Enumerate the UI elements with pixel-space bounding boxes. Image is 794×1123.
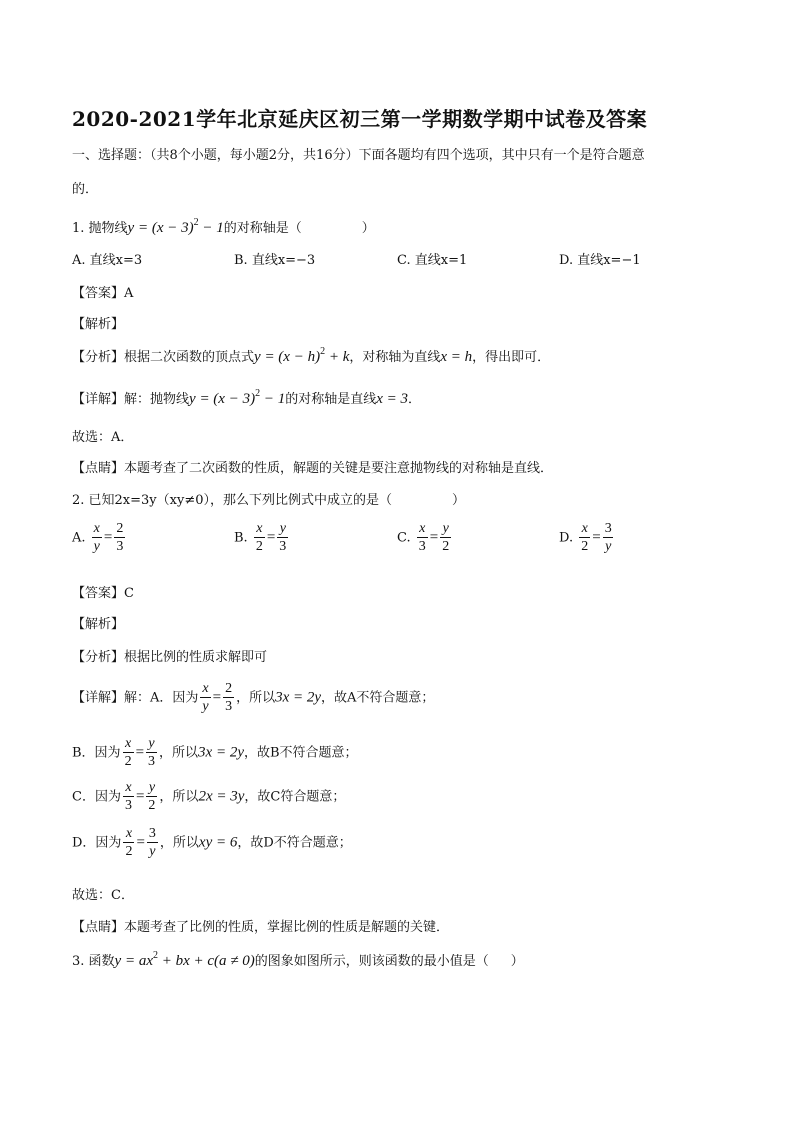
q2-fenxi: 【分析】根据比例的性质求解即可 xyxy=(72,650,268,665)
q2-detail-line-d: D．因为 $\frac{x}{2}$ = $\frac{3}{y}$ ，所以xy = 6，故D不符合题意； xyxy=(72,826,352,859)
q1-option-a: A. 直线x=3 xyxy=(72,253,143,268)
q2-detail-line-b: B．因为 $\frac{x}{2}$ = $\frac{y}{3}$ ，所以3x = 2y，故B不符合题意； xyxy=(72,736,358,769)
q2-choose: 故选：C． xyxy=(72,888,134,903)
q1-choose: 故选：A． xyxy=(72,430,134,445)
q2-answer: 【答案】C xyxy=(72,586,134,601)
q1-answer: 【答案】A xyxy=(72,286,134,301)
q2-detail-line-c: C．因为 $\frac{x}{3}$ = $\frac{y}{2}$ ，所以2x = 3y，故C符合题意； xyxy=(72,780,346,813)
q1-fenxi: 【分析】根据二次函数的顶点式$y = (x - h)^2 + k$，对称轴为直线x = h，得出即可． xyxy=(72,346,551,365)
question-2-stem: 2. 已知2x=3y（xy≠0），那么下列比例式中成立的是（ ） xyxy=(72,493,466,508)
question-1-stem: 1. 抛物线$y = (x - 3)^2 - 1$的对称轴是（ ） xyxy=(72,217,375,236)
q2-option-b: B. $\frac{x}{2}$ = $\frac{y}{3}$ xyxy=(234,521,287,554)
section-heading: 一、选择题：（共8个小题，每小题2分，共16分）下面各题均有四个选项，其中只有一个是符合题意 xyxy=(72,148,645,163)
q2-detail-line-a: 【详解】解：A．因为 $\frac{x}{y}$ = $\frac{2}{3}$ ，所以3x = 2y，故A不符合题意； xyxy=(72,681,435,714)
q1-analysis-label: 【解析】 xyxy=(72,317,125,332)
q1-option-c: C. 直线x=1 xyxy=(397,253,468,268)
section-heading-cont: 的． xyxy=(72,182,99,197)
q1-option-b: B. 直线x=−3 xyxy=(234,253,316,268)
q2-analysis-label: 【解析】 xyxy=(72,617,125,632)
q1-comment: 【点睛】本题考查了二次函数的性质，解题的关键是要注意抛物线的对称轴是直线． xyxy=(72,461,554,476)
q1-option-d: D. 直线x=−1 xyxy=(559,253,641,268)
q2-option-c: C. $\frac{x}{3}$ = $\frac{y}{2}$ xyxy=(397,521,450,554)
q2-option-a: A. $\frac{x}{y}$ = $\frac{2}{3}$ xyxy=(72,521,124,554)
page-title: 2020-2021学年北京延庆区初三第一学期数学期中试卷及答案 xyxy=(72,107,648,131)
question-3-stem: 3. 函数$y = ax^2$ + bx + c(a ≠ 0)的图象如图所示，则该函数的最小值是（ ） xyxy=(72,950,524,969)
q1-detail: 【详解】解：抛物线$y = (x - 3)^2 - 1$的对称轴是直线x = 3． xyxy=(72,388,422,407)
q2-comment: 【点睛】本题考查了比例的性质，掌握比例的性质是解题的关键． xyxy=(72,920,450,935)
q2-option-d: D. $\frac{x}{2}$ = $\frac{3}{y}$ xyxy=(559,521,612,554)
